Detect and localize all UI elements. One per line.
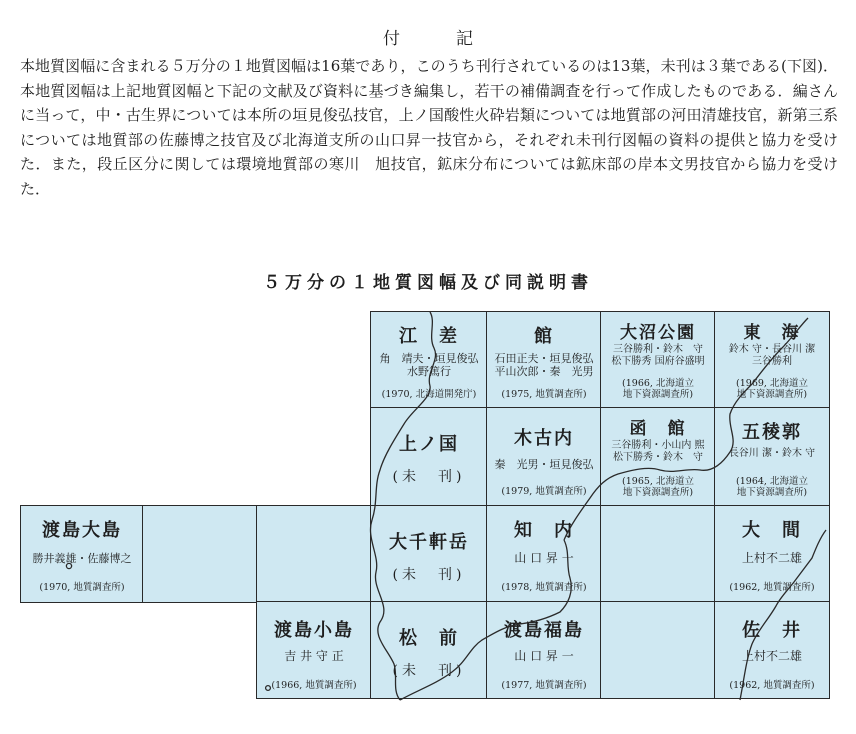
sheet-name: 大 間 xyxy=(742,520,802,541)
sheet-authors xyxy=(21,552,143,565)
sheet-year xyxy=(715,378,829,400)
author-line: 山 口 昇 一 xyxy=(514,649,574,663)
sheet-name: 函 館 xyxy=(629,419,687,439)
author-line: 上村不二雄 xyxy=(741,649,802,663)
sheet-authors xyxy=(715,448,829,460)
sheet-name: 上ノ国 xyxy=(399,434,459,455)
sheet-year xyxy=(601,378,715,400)
sheet-authors xyxy=(715,344,829,368)
author-line: 秦 光男・垣見俊弘 xyxy=(494,458,594,471)
sheet-oshimakojima xyxy=(256,601,372,699)
sheet-unpublished: (未 刊) xyxy=(392,663,466,679)
sheet-year xyxy=(257,680,371,691)
sheet-unpublished: (未 刊) xyxy=(392,567,466,583)
sheet-higashiumi xyxy=(714,311,830,409)
sheet-name: 大千軒岳 xyxy=(389,532,469,553)
sheet-matsumae xyxy=(370,601,488,699)
author-line: 山 口 昇 一 xyxy=(514,551,574,565)
author-line: 勝井義雄・佐藤博之 xyxy=(32,552,132,565)
author-line: 松下勝秀 国府谷盛明 xyxy=(611,356,705,367)
sheet-goryokaku xyxy=(714,407,830,507)
year-line: (1966, 北海道立 xyxy=(622,378,694,389)
year-line: (1970, 北海道開発庁) xyxy=(381,389,477,400)
sheet-esashi xyxy=(370,311,488,409)
year-line: (1962, 地質調査所) xyxy=(729,582,815,593)
sheet-authors xyxy=(601,344,715,368)
author-line: 三谷勝利 xyxy=(752,356,792,367)
sheet-tate xyxy=(486,311,602,409)
sheet-blank-sea-3 xyxy=(600,601,716,699)
year-line: (1966, 地質調査所) xyxy=(271,680,357,691)
year-line: (1975, 地質調査所) xyxy=(501,389,587,400)
sheet-kikonai xyxy=(486,407,602,507)
sheet-year xyxy=(487,389,601,400)
sheet-authors xyxy=(487,458,601,471)
sheet-year xyxy=(487,486,601,497)
sheet-year xyxy=(487,680,601,691)
year-line: (1978, 地質調査所) xyxy=(501,582,587,593)
sheet-name: 知 内 xyxy=(514,520,574,541)
author-line: 上村不二雄 xyxy=(741,551,802,565)
sheet-name: 館 xyxy=(534,326,554,347)
sheet-year xyxy=(21,582,143,593)
author-line: 三谷勝利・鈴木 守 xyxy=(613,344,703,355)
sheet-name: 佐 井 xyxy=(742,620,802,641)
sheet-authors xyxy=(715,552,829,565)
sheet-blank-strait xyxy=(600,505,716,603)
year-line: 地下資源調査所) xyxy=(736,389,808,400)
body-text xyxy=(20,54,838,201)
author-line: 角 靖夫・垣見俊弘 xyxy=(379,352,479,365)
sheet-blank-sea-2 xyxy=(256,505,372,603)
sheet-year xyxy=(715,680,829,691)
sheet-authors xyxy=(487,650,601,663)
sheet-daisengen xyxy=(370,505,488,603)
sheet-onuma xyxy=(600,311,716,409)
author-line: 三谷勝利・小山内 熙 xyxy=(611,440,705,451)
sheet-hakodate xyxy=(600,407,716,507)
author-line: 長谷川 潔・鈴木 守 xyxy=(728,448,816,459)
year-line: 地下資源調査所) xyxy=(622,487,694,498)
year-line: 地下資源調査所) xyxy=(622,389,694,400)
sheet-year xyxy=(715,476,829,498)
sheet-oma xyxy=(714,505,830,603)
sheet-kaminokuni xyxy=(370,407,488,507)
sheet-authors xyxy=(371,352,487,378)
sheet-name: 大沼公園 xyxy=(620,323,696,343)
author-line: 吉 井 守 正 xyxy=(284,649,344,663)
sheet-shiriuchi xyxy=(486,505,602,603)
sheet-name: 渡島大島 xyxy=(42,520,122,541)
sheet-name: 五稜郭 xyxy=(742,422,802,443)
author-line: 鈴木 守・長谷川 潔 xyxy=(728,344,816,355)
sheet-name: 松 前 xyxy=(399,628,459,649)
year-line: (1979, 地質調査所) xyxy=(501,486,587,497)
sheet-oshimaoshima xyxy=(20,505,144,603)
sheet-authors xyxy=(601,440,715,464)
sheet-authors xyxy=(487,552,601,565)
year-line: (1969, 北海道立 xyxy=(736,378,808,389)
body-paragraph: 本地質図幅に含まれる５万分の１地質図幅は16葉であり，このうち刊行されているのは13葉，未刊は３葉である(下図)．本地質図幅は上記地質図幅と下記の文献及び資料に基づき編集し，若干の補備調査を行って作成したものである．編さんに当って，中・古生界については本所の垣見俊弘技官，上ノ国酸性火砕岩類については地質部の河田清雄技官，新第三系については地質部の佐藤博之技官及び北海道支所の山口昇一技官から，それぞれ未刊行図幅の資料の提供と協力を受けた．また，段丘区分に関しては環境地質部の寒川 旭技官，鉱床分布については鉱床部の岸本文男技官から協力を受けた． xyxy=(20,57,838,198)
sheet-year xyxy=(371,389,487,400)
author-line: 平山次郎・秦 光男 xyxy=(494,365,594,378)
year-line: (1965, 北海道立 xyxy=(622,476,694,487)
sheet-blank-sea-1 xyxy=(142,505,258,603)
year-line: (1977, 地質調査所) xyxy=(501,680,587,691)
sheet-year xyxy=(715,582,829,593)
sheet-oshimafukushima xyxy=(486,601,602,699)
year-line: 地下資源調査所) xyxy=(736,487,808,498)
author-line: 水野篤行 xyxy=(407,365,451,378)
sheet-authors xyxy=(715,650,829,663)
sheet-name: 渡島小島 xyxy=(274,620,354,641)
sheet-name: 東 海 xyxy=(743,323,801,343)
sheet-authors xyxy=(257,650,371,663)
sheet-name: 渡島福島 xyxy=(504,620,584,641)
sheet-unpublished: (未 刊) xyxy=(392,469,466,485)
page-heading: 付記 xyxy=(383,29,529,49)
year-line: (1970, 地質調査所) xyxy=(39,582,125,593)
sheet-name: 木古内 xyxy=(514,428,574,449)
sheet-sai xyxy=(714,601,830,699)
sheet-authors xyxy=(487,352,601,378)
author-line: 石田正夫・垣見俊弘 xyxy=(494,352,594,365)
year-line: (1962, 地質調査所) xyxy=(729,680,815,691)
author-line: 松下勝秀・鈴木 守 xyxy=(613,452,703,463)
sheet-name: 江 差 xyxy=(399,326,459,347)
sheet-year xyxy=(487,582,601,593)
year-line: (1964, 北海道立 xyxy=(736,476,808,487)
sheet-year xyxy=(601,476,715,498)
map-title: ５万分の１地質図幅及び同説明書 xyxy=(263,273,593,293)
